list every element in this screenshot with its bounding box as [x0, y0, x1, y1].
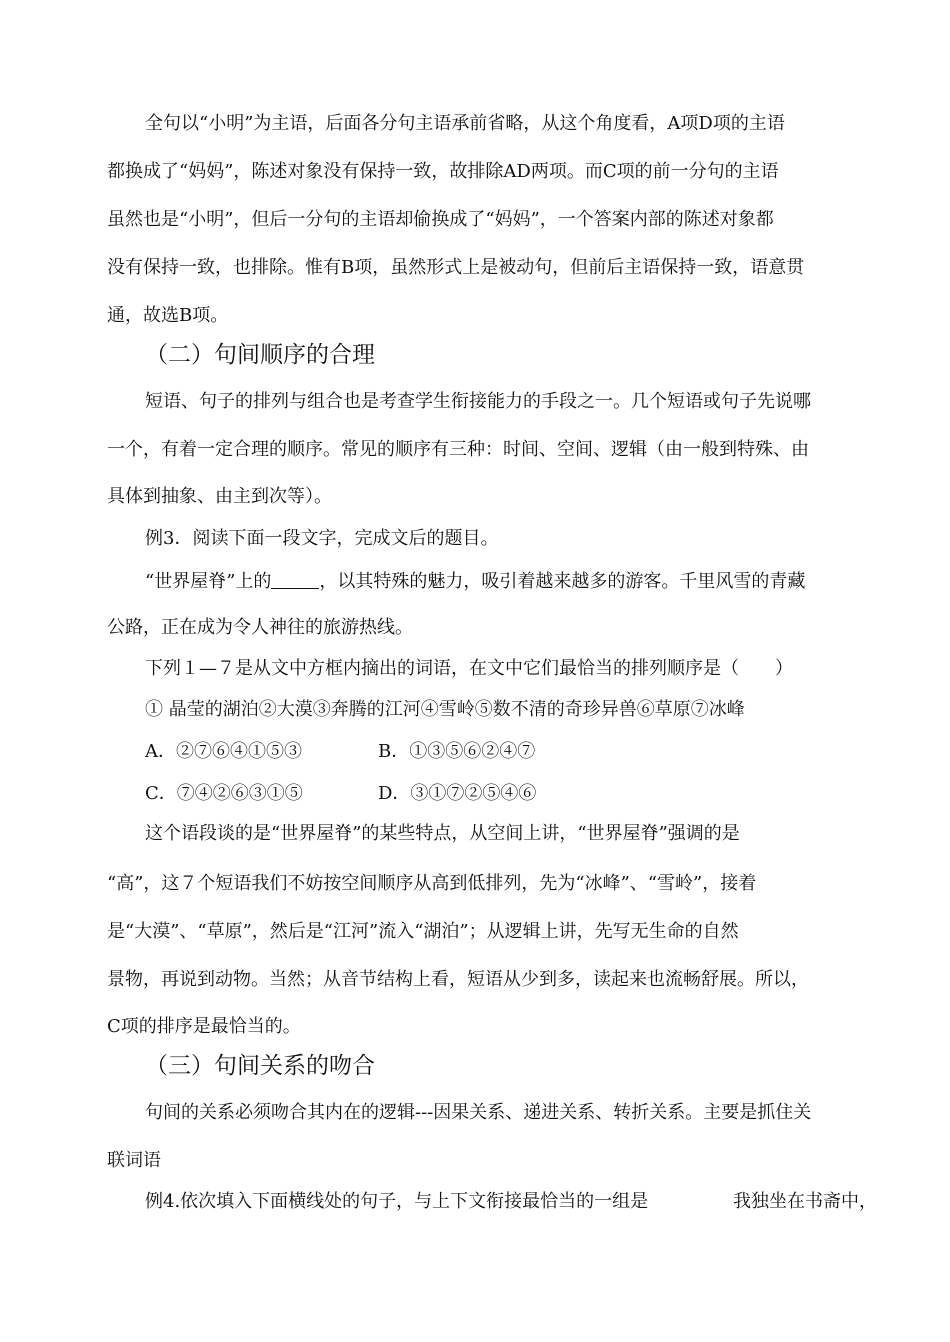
- section-2-intro-line-1: 短语、句子的排列与组合也是考查学生衔接能力的手段之一。几个短语或句子先说哪: [145, 391, 811, 412]
- analysis-line-5: C项的排序是最恰当的。: [107, 1016, 301, 1037]
- option-a: A．②⑦⑥④①⑤③: [145, 741, 302, 762]
- section-3-heading: （三）句间关系的吻合: [145, 1053, 375, 1079]
- section-2-intro-line-2: 一个，有着一定合理的顺序。常见的顺序有三种：时间、空间、逻辑（由一般到特殊、由: [107, 439, 809, 460]
- analysis-line-3: 是“大漠”、“草原”，然后是“江河”流入“湖泊”；从逻辑上讲，先写无生命的自然: [107, 921, 739, 942]
- example-3-title: 例3．阅读下面一段文字，完成文后的题目。: [145, 528, 499, 549]
- paragraph-1-line-1: 全句以“小明”为主语，后面各分句主语承前省略，从这个角度看，A项D项的主语: [145, 113, 785, 134]
- passage-text-before-blank: “世界屋脊”上的: [145, 571, 272, 592]
- option-b: B．①③⑤⑥②④⑦: [378, 741, 536, 762]
- option-c: C．⑦④②⑥③①⑤: [145, 783, 303, 804]
- passage-text-after-blank: ，以其特殊的魅力，吸引着越来越多的游客。千里风雪的青藏: [319, 571, 806, 592]
- analysis-line-1: 这个语段谈的是“世界屋脊”的某些特点，从空间上讲，“世界屋脊”强调的是: [145, 823, 740, 844]
- option-d: D．③①⑦②⑤④⑥: [378, 783, 537, 804]
- example-3-question: 下列１—７是从文中方框内摘出的词语，在文中它们最恰当的排列顺序是（ ）: [145, 658, 793, 679]
- example-3-passage-line-1: [145, 570, 805, 594]
- example-4-prompt: 例4.依次填入下面横线处的句子，与上下文衔接最恰当的一组是: [145, 1191, 649, 1212]
- example-4-passage-start: 我独坐在书斋中，: [733, 1191, 877, 1212]
- example-3-passage-line-2: 公路，正在成为令人神往的旅游热线。: [107, 617, 413, 638]
- fill-in-blank: [271, 570, 319, 589]
- section-2-intro-line-3: 具体到抽象、由主到次等）。: [107, 486, 332, 507]
- analysis-line-2: “高”，这７个短语我们不妨按空间顺序从高到低排列，先为“冰峰”、“雪岭”，接着: [107, 873, 757, 894]
- analysis-line-4: 景物，再说到动物。当然；从音节结构上看，短语从少到多，读起来也流畅舒展。所以，: [107, 969, 809, 990]
- example-3-items: ① 晶莹的湖泊②大漠③奔腾的江河④雪岭⑤数不清的奇珍异兽⑥草原⑦冰峰: [145, 699, 745, 720]
- paragraph-1-line-4: 没有保持一致，也排除。惟有B项，虽然形式上是被动句，但前后主语保持一致，语意贯: [107, 257, 805, 278]
- paragraph-1-line-2: 都换成了“妈妈”，陈述对象没有保持一致，故排除AD两项。而C项的前一分句的主语: [107, 161, 779, 182]
- section-3-intro-line-2: 联词语: [107, 1150, 161, 1171]
- paragraph-1-line-5: 通，故选B项。: [107, 305, 229, 326]
- paragraph-1-line-3: 虽然也是“小明”，但后一分句的主语却偷换成了“妈妈”，一个答案内部的陈述对象都: [107, 209, 774, 230]
- section-2-heading: （二）句间顺序的合理: [145, 342, 375, 368]
- section-3-intro-line-1: 句间的关系必须吻合其内在的逻辑---因果关系、递进关系、转折关系。主要是抓住关: [145, 1102, 812, 1123]
